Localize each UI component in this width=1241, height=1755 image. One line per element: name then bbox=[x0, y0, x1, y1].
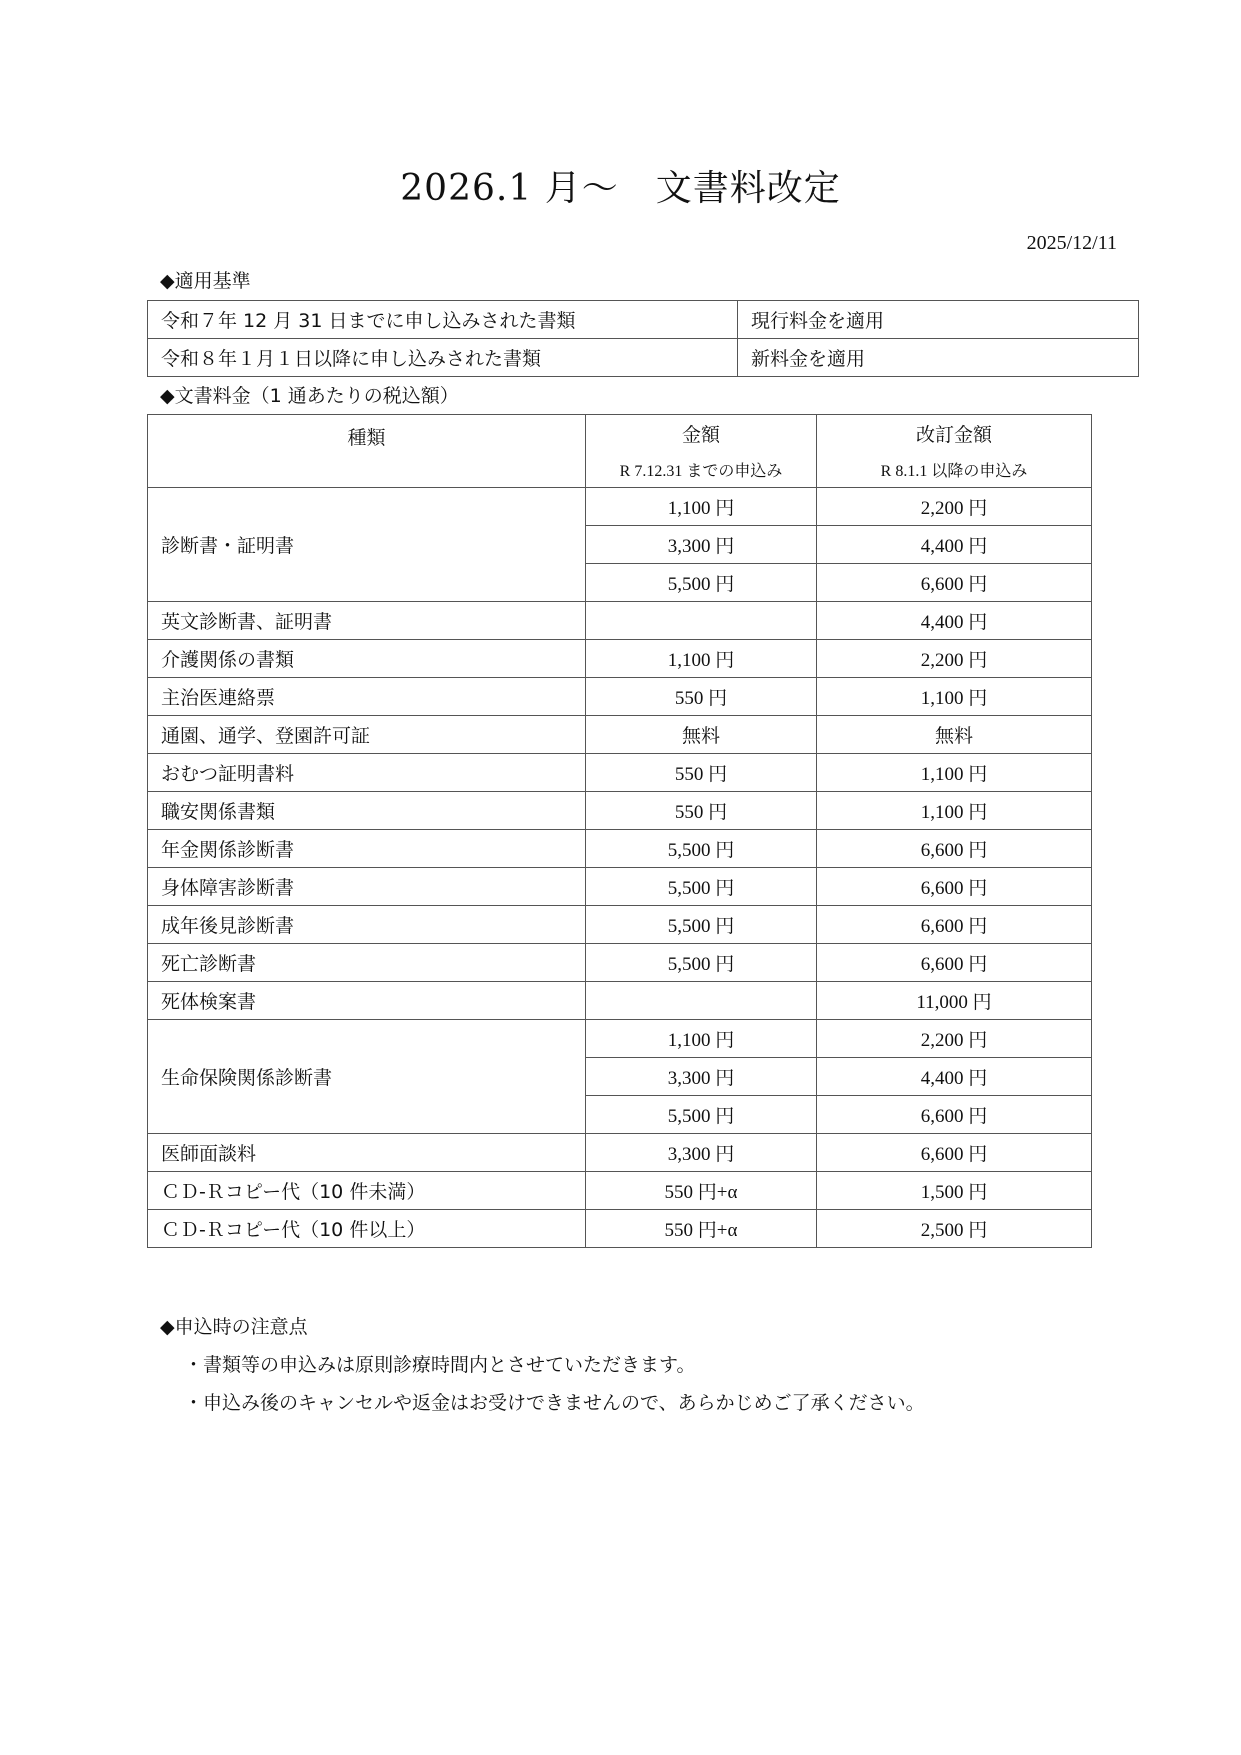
fee-type: 主治医連絡票 bbox=[148, 678, 586, 716]
fee-current: 1,100 円 bbox=[586, 1020, 817, 1058]
fee-current: 1,100 円 bbox=[586, 640, 817, 678]
table-row bbox=[148, 339, 1139, 377]
criteria-heading: ◆適用基準 bbox=[160, 270, 251, 292]
table-row bbox=[148, 906, 1092, 944]
fee-revised: 6,600 円 bbox=[817, 944, 1092, 982]
table-row bbox=[148, 754, 1092, 792]
notes-heading: ◆申込時の注意点 bbox=[160, 1316, 308, 1338]
criteria-condition: 令和８年１月１日以降に申し込みされた書類 bbox=[148, 339, 738, 377]
fee-type: ＣＤ-Ｒコピー代（10 件未満） bbox=[148, 1172, 586, 1210]
fee-current: 3,300 円 bbox=[586, 1134, 817, 1172]
fee-revised: 1,100 円 bbox=[817, 792, 1092, 830]
fee-type: ＣＤ-Ｒコピー代（10 件以上） bbox=[148, 1210, 586, 1248]
header-current-sub: R 7.12.31 までの申込み bbox=[586, 451, 817, 488]
fee-current: 550 円 bbox=[586, 792, 817, 830]
table-row bbox=[148, 1172, 1092, 1210]
fee-current: 無料 bbox=[586, 716, 817, 754]
fee-revised: 6,600 円 bbox=[817, 830, 1092, 868]
fee-revised: 2,200 円 bbox=[817, 488, 1092, 526]
table-row bbox=[148, 640, 1092, 678]
fee-type: 職安関係書類 bbox=[148, 792, 586, 830]
note-item: ・書類等の申込みは原則診療時間内とさせていただきます。 bbox=[184, 1354, 696, 1376]
fee-current bbox=[586, 982, 817, 1020]
fee-revised: 6,600 円 bbox=[817, 868, 1092, 906]
fee-type: 医師面談料 bbox=[148, 1134, 586, 1172]
table-row bbox=[148, 982, 1092, 1020]
fee-revised: 6,600 円 bbox=[817, 906, 1092, 944]
fee-revised: 1,100 円 bbox=[817, 754, 1092, 792]
fee-type: 年金関係診断書 bbox=[148, 830, 586, 868]
fee-current: 550 円+α bbox=[586, 1172, 817, 1210]
header-row bbox=[148, 415, 1092, 452]
criteria-result: 新料金を適用 bbox=[738, 339, 1139, 377]
table-row bbox=[148, 944, 1092, 982]
fee-current: 5,500 円 bbox=[586, 906, 817, 944]
fee-revised: 4,400 円 bbox=[817, 526, 1092, 564]
fee-revised: 1,500 円 bbox=[817, 1172, 1092, 1210]
table-row bbox=[148, 301, 1139, 339]
table-row bbox=[148, 830, 1092, 868]
criteria-result: 現行料金を適用 bbox=[738, 301, 1139, 339]
fee-current: 5,500 円 bbox=[586, 564, 817, 602]
table-row bbox=[148, 868, 1092, 906]
fee-revised: 2,200 円 bbox=[817, 1020, 1092, 1058]
fee-type: 成年後見診断書 bbox=[148, 906, 586, 944]
fee-type: 英文診断書、証明書 bbox=[148, 602, 586, 640]
fee-type: 身体障害診断書 bbox=[148, 868, 586, 906]
fee-type: 死体検案書 bbox=[148, 982, 586, 1020]
fee-type: 生命保険関係診断書 bbox=[148, 1020, 586, 1134]
fee-revised: 無料 bbox=[817, 716, 1092, 754]
document-date: 2025/12/11 bbox=[1026, 232, 1117, 254]
table-row bbox=[148, 488, 1092, 526]
table-row bbox=[148, 1134, 1092, 1172]
fee-current: 5,500 円 bbox=[586, 868, 817, 906]
fee-type: 死亡診断書 bbox=[148, 944, 586, 982]
fee-type: 診断書・証明書 bbox=[148, 488, 586, 602]
fee-revised: 6,600 円 bbox=[817, 1096, 1092, 1134]
fee-current: 5,500 円 bbox=[586, 1096, 817, 1134]
fee-revised: 4,400 円 bbox=[817, 602, 1092, 640]
fee-current: 5,500 円 bbox=[586, 944, 817, 982]
fees-heading: ◆文書料金（1 通あたりの税込額） bbox=[160, 385, 459, 407]
table-row bbox=[148, 602, 1092, 640]
table-row bbox=[148, 1210, 1092, 1248]
fee-type: 介護関係の書類 bbox=[148, 640, 586, 678]
fee-current bbox=[586, 602, 817, 640]
fee-revised: 11,000 円 bbox=[817, 982, 1092, 1020]
fees-table bbox=[147, 414, 1092, 1248]
criteria-table bbox=[147, 300, 1139, 377]
fee-current: 550 円+α bbox=[586, 1210, 817, 1248]
table-row bbox=[148, 678, 1092, 716]
fee-revised: 1,100 円 bbox=[817, 678, 1092, 716]
criteria-condition: 令和７年 12 月 31 日までに申し込みされた書類 bbox=[148, 301, 738, 339]
fee-current: 550 円 bbox=[586, 754, 817, 792]
note-item: ・申込み後のキャンセルや返金はお受けできませんので、あらかじめご了承ください。 bbox=[184, 1392, 925, 1414]
table-row bbox=[148, 716, 1092, 754]
fee-current: 550 円 bbox=[586, 678, 817, 716]
fee-current: 1,100 円 bbox=[586, 488, 817, 526]
header-type: 種類 bbox=[148, 415, 586, 488]
header-revised-sub: R 8.1.1 以降の申込み bbox=[817, 451, 1092, 488]
fee-revised: 2,200 円 bbox=[817, 640, 1092, 678]
page-title: 2026.1 月～ 文書料改定 bbox=[400, 168, 841, 209]
fee-revised: 4,400 円 bbox=[817, 1058, 1092, 1096]
table-row bbox=[148, 792, 1092, 830]
fee-current: 5,500 円 bbox=[586, 830, 817, 868]
header-current: 金額 bbox=[586, 415, 817, 452]
fee-revised: 6,600 円 bbox=[817, 564, 1092, 602]
fee-revised: 2,500 円 bbox=[817, 1210, 1092, 1248]
fee-current: 3,300 円 bbox=[586, 526, 817, 564]
fee-revised: 6,600 円 bbox=[817, 1134, 1092, 1172]
fee-type: 通園、通学、登園許可証 bbox=[148, 716, 586, 754]
fee-type: おむつ証明書料 bbox=[148, 754, 586, 792]
table-row bbox=[148, 1020, 1092, 1058]
fee-current: 3,300 円 bbox=[586, 1058, 817, 1096]
header-revised: 改訂金額 bbox=[817, 415, 1092, 452]
